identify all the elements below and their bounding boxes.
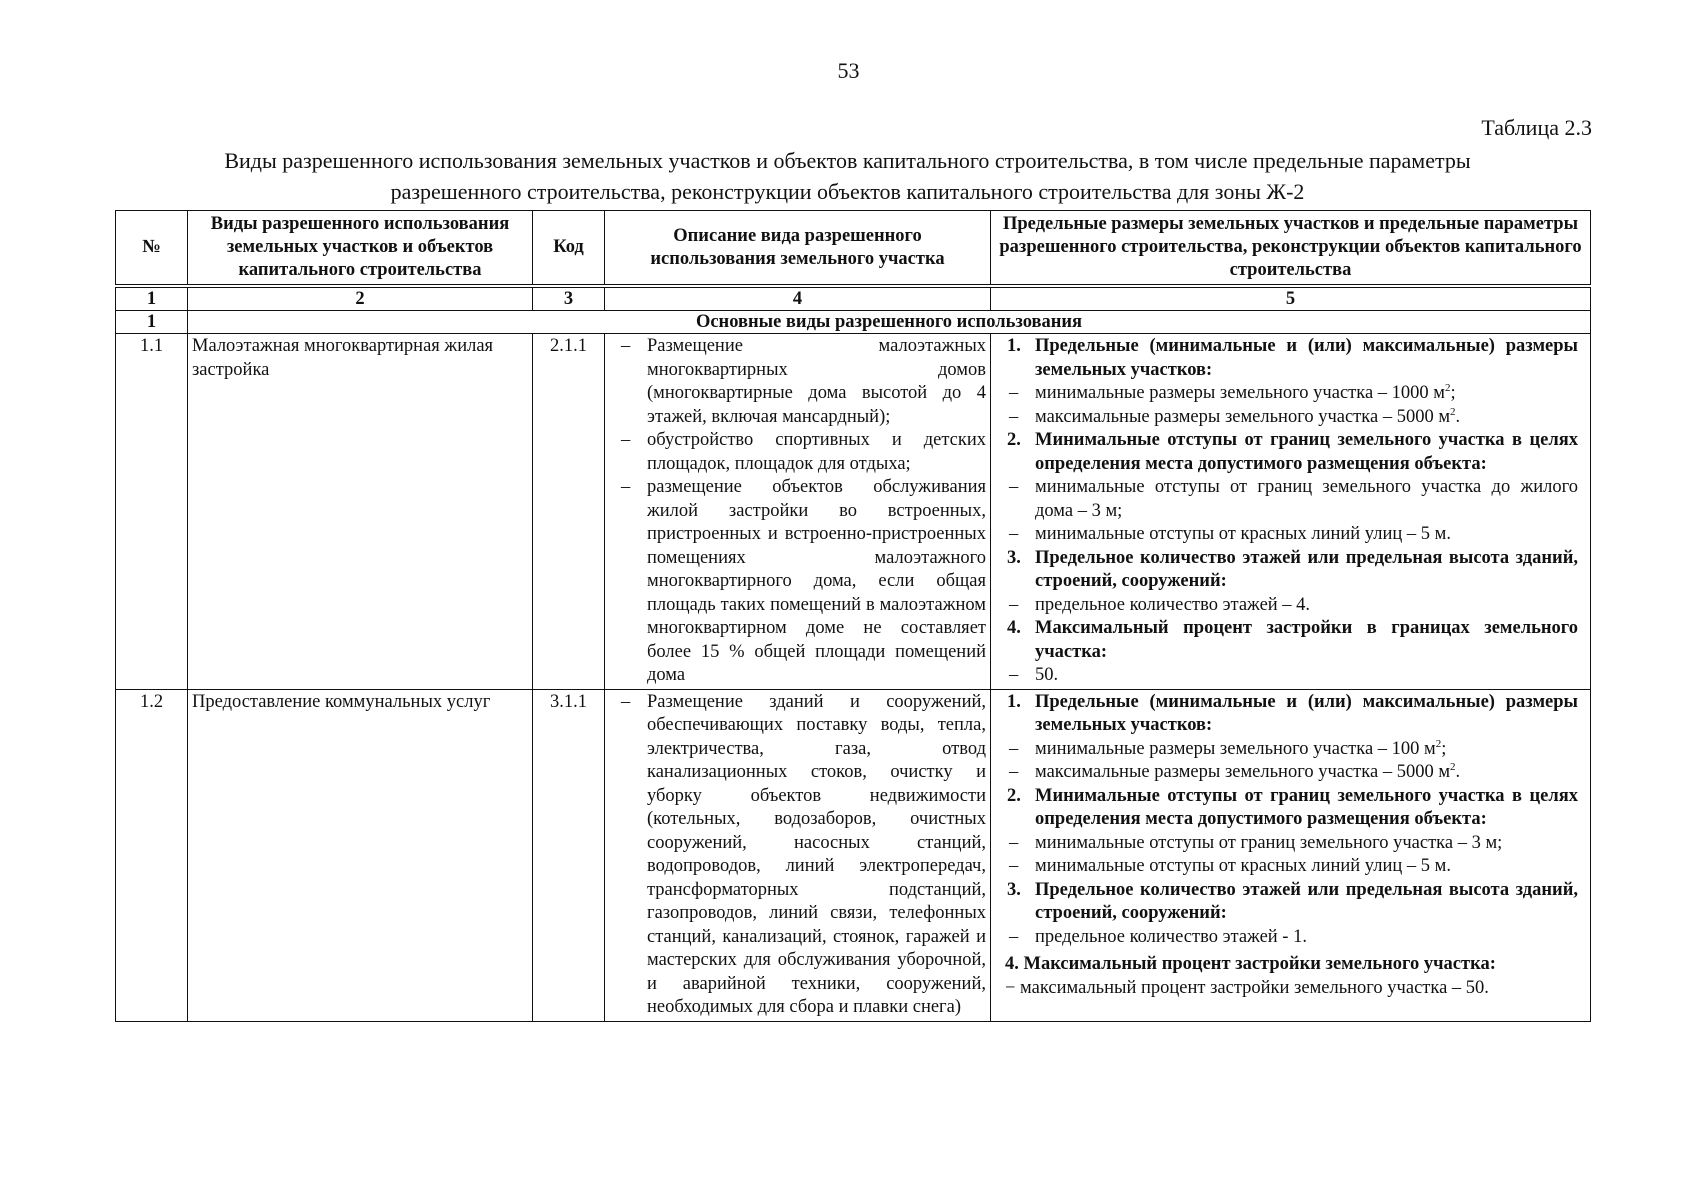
table-row [116,334,1591,690]
row-code: 2.1.1 [533,334,605,690]
row-params [991,689,1591,1021]
param-item: – предельное количество этажей – 4. [1005,594,1578,618]
header-params: Предельные размеры земельных участков и предельные параметры разрешенного строительства, реконструкции объектов капитального строительства [991,211,1591,287]
column-number: 5 [991,286,1591,311]
param-heading: 4. Максимальный процент застройки в границах земельного участка: [1007,618,1578,662]
param-heading: 3. Предельное количество этажей или предельная высота зданий, строений, сооружений: [1007,547,1578,591]
desc-item: – размещение объектов обслуживания жилой застройки во встроенных, пристроенных и встроенно-пристроенных помещениях малоэтажного многоквартирного дома, если общая площадь таких помещений в малоэтажном многоквартирном доме не составляет более 15 % общей площади помещений дома [609,476,986,688]
param-item: – минимальные отступы от границ земельного участка – 3 м; [1005,832,1578,856]
param-item: – минимальные отступы от красных линий улиц – 5 м. [1005,523,1578,547]
section-row [116,311,1591,334]
param-heading: 2. Минимальные отступы от границ земельного участка в целях определения места допустимого размещения объекта: [1007,785,1578,829]
header-num: № [116,211,188,287]
row-params [991,334,1591,690]
param-item: – минимальные размеры земельного участка – 1000 $м^2$; [1005,382,1578,406]
row-code: 3.1.1 [533,689,605,1021]
param-heading: 2. Минимальные отступы от границ земельного участка в целях определения места допустимого размещения объекта: [1007,430,1578,474]
row-name: Малоэтажная многоквартирная жилая застройка [188,334,533,690]
desc-item: – обустройство спортивных и детских площадок, площадок для отдыха; [609,429,986,476]
desc-item: – Размещение малоэтажных многоквартирных домов (многоквартирные дома высотой до 4 этажей, включая мансардный); [609,335,986,429]
column-number: 4 [605,286,991,311]
row-desc [605,689,991,1021]
param-item: – максимальные размеры земельного участка – 5000 $м^2$. [1005,761,1578,785]
header-code: Код [533,211,605,287]
column-number: 3 [533,286,605,311]
table-title-line-2: разрешенного строительства, реконструкции объектов капитального строительства для зоны Ж-2 [390,179,1305,204]
header-desc: Описание вида разрешенного использования земельного участка [605,211,991,287]
row-desc [605,334,991,690]
param-item: − максимальный процент застройки земельного участка – 50. [1005,977,1489,998]
param-heading: 4. Максимальный процент застройки земельного участка: [1005,954,1496,974]
param-item: – максимальные размеры земельного участка – 5000 $м^2$. [1005,406,1578,430]
param-heading: 1. Предельные (минимальные и (или) максимальные) размеры земельных участков: [1007,691,1578,735]
table-label: Таблица 2.3 [1481,115,1592,140]
column-number: 2 [188,286,533,311]
column-number: 1 [116,286,188,311]
param-item: – 50. [1005,664,1578,688]
desc-item: – Размещение зданий и сооружений, обеспечивающих поставку воды, тепла, электричества, газа, отвод канализационных стоков, очистку и уборку объектов недвижимости (котельных, водозаборов, очистных сооружений, насосных станций, водопроводов, линий электропередач, трансформаторных подстанций, газопроводов, линий связи, телефонных станций, канализаций, стоянок, гаражей и мастерских для обслуживания уборочной, и аварийной техники, сооружений, необходимых для сбора и плавки снега) [609,691,986,1020]
table-row [116,689,1591,1021]
header-row [116,211,1591,287]
page-number: 53 [837,58,860,83]
row-name: Предоставление коммунальных услуг [188,689,533,1021]
land-use-table [115,210,1591,1022]
table-title-line-1: Виды разрешенного использования земельных участков и объектов капитального строительства, в том числе предельные параметры [224,148,1471,173]
row-num: 1.2 [116,689,188,1021]
row-num: 1.1 [116,334,188,690]
param-item: – минимальные отступы от границ земельного участка до жилого дома – 3 м; [1005,476,1578,523]
section-num: 1 [116,311,188,334]
param-heading: 3. Предельное количество этажей или предельная высота зданий, строений, сооружений: [1007,879,1578,923]
table-title [150,145,1545,207]
header-name: Виды разрешенного использования земельных участков и объектов капитального строительства [188,211,533,287]
param-heading: 1. Предельные (минимальные и (или) максимальные) размеры земельных участков: [1007,336,1578,380]
param-item: – минимальные отступы от красных линий улиц – 5 м. [1005,855,1578,879]
param-item: – предельное количество этажей - 1. [1005,926,1578,950]
section-title: Основные виды разрешенного использования [188,311,1591,334]
param-item: – минимальные размеры земельного участка – 100 $м^2$; [1005,738,1578,762]
column-numbers-row [116,286,1591,311]
